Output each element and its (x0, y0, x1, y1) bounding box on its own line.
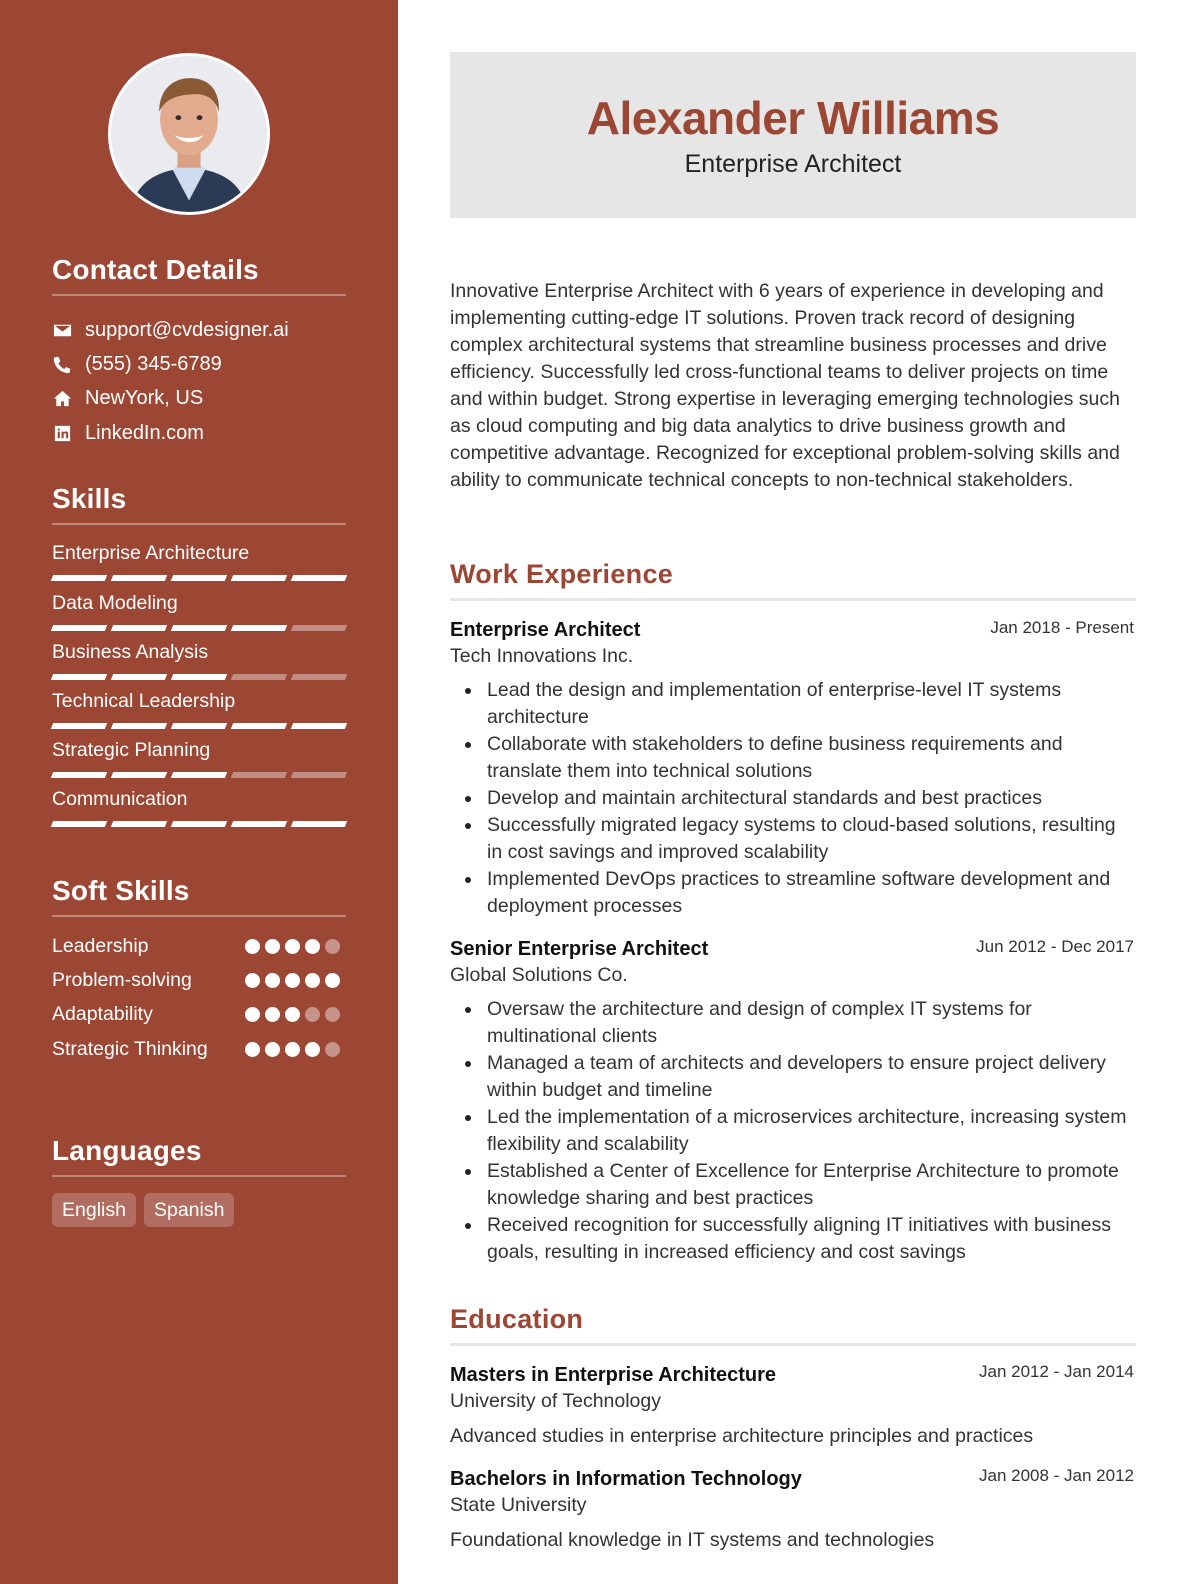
work-experience-heading: Work Experience (450, 559, 674, 589)
job-bullets-1 (450, 677, 1136, 920)
skill-level-segment (171, 821, 227, 827)
rating-dot (305, 1042, 320, 1057)
skill-name: Data Modeling (52, 592, 178, 614)
contact-email-text: support@cvdesigner.ai (85, 318, 289, 341)
skill-level-bar (52, 821, 346, 827)
avatar (111, 56, 267, 212)
rating-dot (325, 1042, 340, 1057)
skill-level-segment (231, 575, 287, 581)
skill-level-segment (231, 723, 287, 729)
contact-phone-text: (555) 345-6789 (85, 352, 222, 375)
contact-linkedin[interactable] (52, 419, 204, 447)
skill-level-segment (111, 821, 167, 827)
rating-dot (305, 973, 320, 988)
skill-level-segment (51, 625, 107, 631)
job-company-2: Global Solutions Co. (450, 964, 628, 986)
skill-level-bar (52, 625, 346, 631)
profile-photo (108, 53, 270, 215)
rating-dot (265, 939, 280, 954)
education-dates-1: Jan 2012 - Jan 2014 (978, 1362, 1134, 1381)
skill-item (52, 738, 346, 762)
sidebar (0, 0, 398, 1584)
skills-section (52, 482, 346, 525)
work-experience-divider (450, 598, 1136, 601)
skill-level-segment (51, 674, 107, 680)
skill-level-segment (231, 674, 287, 680)
skill-level-segment (291, 772, 347, 778)
language-list (52, 1193, 234, 1227)
soft-skill-item (52, 933, 346, 959)
skill-level-bar (52, 772, 346, 778)
skill-item (52, 689, 346, 713)
soft-skill-name: Problem-solving (52, 969, 192, 991)
skill-level-segment (51, 723, 107, 729)
soft-skill-rating (245, 973, 340, 988)
skill-level-segment (111, 723, 167, 729)
education-description-1: Advanced studies in enterprise architecture principles and practices (450, 1425, 1034, 1447)
education-school-1: University of Technology (450, 1390, 661, 1412)
rating-dot (285, 973, 300, 988)
rating-dot (265, 1007, 280, 1022)
contact-location-text: NewYork, US (85, 386, 204, 409)
soft-skill-item (52, 967, 346, 993)
skill-item (52, 640, 346, 664)
rating-dot (245, 1007, 260, 1022)
language-pill-english: English (52, 1193, 136, 1227)
education-degree-2: Bachelors in Information Technology (450, 1468, 802, 1490)
skill-level-segment (231, 772, 287, 778)
profile-summary: Innovative Enterprise Architect with 6 years of experience in developing and implementing cutting-edge IT solutions. Proven track record of designing complex architectural systems that streamline business processes and drive efficiency. Successfully led cross-functional teams to deliver projects on time and within budget. Strong expertise in leveraging emerging technologies such as cloud computing and big data analytics to drive business growth and competitive advantage. Recognized for exceptional problem-solving skills and ability to communicate technical concepts to non-technical stakeholders. (450, 280, 1120, 491)
contact-linkedin-text: LinkedIn.com (85, 421, 204, 444)
skill-level-segment (171, 575, 227, 581)
skill-name: Strategic Planning (52, 739, 211, 761)
job-bullet: Collaborate with stakeholders to define business requirements and translate them into technical solutions (450, 731, 1136, 785)
soft-skill-name: Adaptability (52, 1003, 153, 1025)
soft-skill-item (52, 1001, 346, 1027)
skill-item (52, 591, 346, 615)
contact-location (52, 384, 203, 412)
candidate-title: Enterprise Architect (684, 150, 902, 178)
job-dates-1: Jan 2018 - Present (990, 618, 1134, 637)
skills-divider (52, 523, 346, 525)
skill-level-segment (111, 772, 167, 778)
skill-name: Communication (52, 788, 188, 810)
linkedin-icon (52, 423, 72, 443)
skill-level-segment (291, 723, 347, 729)
soft-skill-rating (245, 1042, 340, 1057)
skill-level-segment (51, 772, 107, 778)
skill-level-segment (291, 575, 347, 581)
contact-heading: Contact Details (52, 254, 259, 285)
rating-dot (285, 1042, 300, 1057)
rating-dot (285, 1007, 300, 1022)
skill-level-bar (52, 575, 346, 581)
skill-level-segment (111, 625, 167, 631)
languages-divider (52, 1175, 346, 1177)
job-bullet: Implemented DevOps practices to streamline software development and deployment processes (450, 866, 1136, 920)
contact-phone[interactable] (52, 350, 222, 378)
skill-level-segment (51, 575, 107, 581)
soft-skill-rating (245, 1007, 340, 1022)
skill-level-segment (231, 625, 287, 631)
rating-dot (305, 1007, 320, 1022)
education-description-2: Foundational knowledge in IT systems and technologies (450, 1529, 935, 1551)
phone-icon (52, 354, 72, 374)
rating-dot (245, 973, 260, 988)
education-divider (450, 1343, 1136, 1346)
soft-skill-name: Strategic Thinking (52, 1038, 208, 1060)
skill-level-bar (52, 674, 346, 680)
rating-dot (245, 1042, 260, 1057)
languages-heading: Languages (52, 1135, 202, 1166)
education-dates-2: Jan 2008 - Jan 2012 (978, 1466, 1134, 1485)
skill-level-segment (111, 674, 167, 680)
soft-skill-rating (245, 939, 340, 954)
contact-divider (52, 294, 346, 296)
skill-level-bar (52, 723, 346, 729)
skill-level-segment (171, 674, 227, 680)
job-bullet: Successfully migrated legacy systems to cloud-based solutions, resulting in cost savings and improved scalability (450, 812, 1136, 866)
rating-dot (265, 973, 280, 988)
soft-skills-section (52, 874, 346, 917)
rating-dot (285, 939, 300, 954)
skill-level-segment (171, 625, 227, 631)
skill-name: Business Analysis (52, 641, 209, 663)
skill-level-segment (291, 625, 347, 631)
home-icon (52, 388, 72, 408)
skill-level-segment (291, 674, 347, 680)
contact-email[interactable] (52, 316, 289, 344)
contact-section (52, 253, 346, 296)
skill-item (52, 787, 346, 811)
soft-skill-item (52, 1036, 346, 1062)
languages-section (52, 1134, 346, 1177)
job-dates-2: Jun 2012 - Dec 2017 (976, 937, 1134, 956)
envelope-icon (52, 320, 72, 340)
soft-skills-heading: Soft Skills (52, 875, 190, 906)
job-bullet: Oversaw the architecture and design of complex IT systems for multinational clients (450, 996, 1136, 1050)
job-company-1: Tech Innovations Inc. (450, 645, 634, 667)
skill-level-segment (171, 723, 227, 729)
skill-level-segment (51, 821, 107, 827)
rating-dot (325, 1007, 340, 1022)
rating-dot (265, 1042, 280, 1057)
education-school-2: State University (450, 1494, 587, 1516)
job-bullet: Lead the design and implementation of enterprise-level IT systems architecture (450, 677, 1136, 731)
rating-dot (245, 939, 260, 954)
education-heading: Education (450, 1304, 584, 1334)
job-bullet: Established a Center of Excellence for Enterprise Architecture to promote knowledge sharing and best practices (450, 1158, 1136, 1212)
job-bullet: Managed a team of architects and developers to ensure project delivery within budget and timeline (450, 1050, 1136, 1104)
job-bullet: Led the implementation of a microservices architecture, increasing system flexibility and scalability (450, 1104, 1136, 1158)
candidate-name: Alexander Williams (586, 92, 1000, 144)
rating-dot (325, 973, 340, 988)
skill-level-segment (291, 821, 347, 827)
job-title-1: Enterprise Architect (450, 619, 641, 641)
skills-heading: Skills (52, 483, 127, 514)
soft-skills-divider (52, 915, 346, 917)
skill-name: Technical Leadership (52, 690, 236, 712)
rating-dot (305, 939, 320, 954)
resume-header (450, 52, 1136, 218)
job-bullet: Develop and maintain architectural standards and best practices (450, 785, 1136, 812)
skill-item (52, 541, 346, 565)
language-pill-spanish: Spanish (144, 1193, 234, 1227)
skill-name: Enterprise Architecture (52, 542, 250, 564)
job-title-2: Senior Enterprise Architect (450, 938, 709, 960)
skill-level-segment (171, 772, 227, 778)
skill-level-segment (231, 821, 287, 827)
soft-skill-name: Leadership (52, 935, 149, 957)
skill-level-segment (111, 575, 167, 581)
education-degree-1: Masters in Enterprise Architecture (450, 1364, 777, 1386)
rating-dot (325, 939, 340, 954)
job-bullets-2 (450, 996, 1136, 1266)
job-bullet: Received recognition for successfully aligning IT initiatives with business goals, resulting in increased efficiency and cost savings (450, 1212, 1136, 1266)
